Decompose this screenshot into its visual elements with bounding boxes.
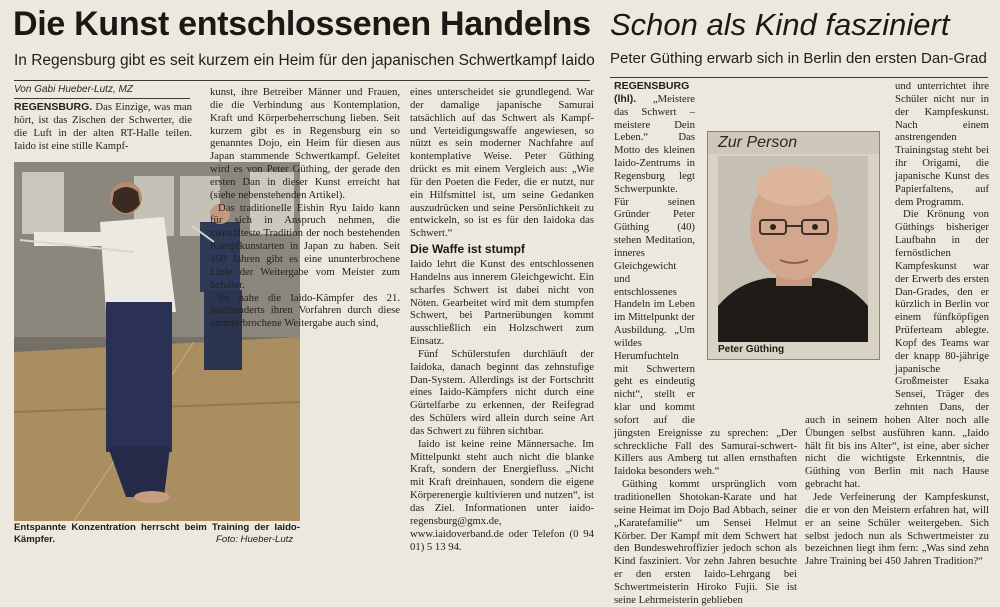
left-col2-para-1: kunst, ihre Betreiber Männer und Frauen, die die Verbindung aus Kontemplation, Kraft und Körperbeherrschung lieben. Seit kurzem gibt es in Regensburg ein so genanntes Dojo, ein Heim für diesen aus Japan stammende Schwertkampf. Geleitet wird es von Peter Güthing, der gerade den ersten Dan in dieser Kunst erreicht hat (siehe nebenstehenden Artikel).	[210, 86, 400, 201]
left-col2-para-3: So nahe die Iaido-Kämpfer des 21. Jahrhunderts ihren Vorfahren durch diese ununterbrochene Weitergabe auch sind,	[210, 291, 400, 330]
left-col1-intro	[14, 101, 192, 156]
left-col1-text: Das Einzige, was man hört, ist das Zischen der Schwerter, die die Luft in der alten RT-Halle teilen. Iaido ist eine stille Kampf-	[14, 101, 192, 152]
left-subhead: In Regensburg gibt es seit kurzem ein Heim für den japanischen Schwertkampf Iaido	[14, 52, 595, 69]
left-col3-para-2: Iaido lehrt die Kunst des entschlossenen Handelns aus innerem Gleichgewicht. Ein scharfes Schwert ist dabei nicht von Nöten. Gearbeitet wird mit dem stumpfen Schwert, bei Partnerübungen kommt ausschließlich ein Holzschwert zum Einsatz.	[410, 257, 594, 348]
portrait-illustration	[718, 156, 868, 342]
person-info-box	[707, 131, 880, 360]
right-col5-para-1: und unterrichtet ihre Schüler nicht nur in der Kampfeskunst. Nach einem anstrengenden Trainingstag steht bei ihr Origami, die japanische Kunst des Papierfaltens, auf dem Programm.	[895, 80, 989, 208]
right-col5-para-2: Die Krönung von Güthings bisheriger Laufbahn in der fernöstlichen Kampfeskunst war der Erwerb des ersten Dan-Grades, den er kürzlich in Berlin vor einem fünfköpfigen Prüferteam ablegte. Kopf des Teams war der knapp 80-jährige japanische Großmeister Esaka Sensei, Träger des zehnten Dans, der auch in seinem hohen Alter noch alle Übungen selbst ausführen kann. „Iaido hält fit bis ins Alter“, ist eine, aber sicher nicht die wichtigste Erkenntnis, die Güthing von Berlin mit nach Hause gebracht hat.	[805, 208, 989, 491]
photo-credit: Foto: Hueber-Lutz	[216, 534, 294, 545]
left-byline: Von Gabi Hueber-Lutz, MZ	[14, 84, 133, 95]
right-col4-para-2: Güthing kommt ursprünglich vom traditionellen Shotokan-Karate und hat seine Heimat im Dojo Bad Abbach, seiner „Karatefamilie“ um Sensei Helmut Körber. Der Kampf mit dem Schwert hat den Bundeswehroffizier jedoch schon als Kind fasziniert. Vor zehn Jahren besuchte er den ersten Iaido-Lehrgang bei Schwertmeisterin Hiroko Fujii. Sie ist seine Lehrmeisterin geblieben	[614, 478, 797, 606]
portrait-photo	[718, 156, 868, 342]
photo-caption: Entspannte Konzentration herrscht beim Training der Iaido-Kämpfer.	[14, 522, 300, 545]
left-col3-para-4: Iaido ist keine reine Männersache. Im Mittelpunkt steht auch nicht die blanke Kraft, sondern der Energiefluss. „Nicht mit Kraft dreinhauen, sondern die eigene Körperenergie kultivieren und nutzen“, ist das Ziel. Informationen unter iaido-regensburg@gmx.de, www.iaidoverband.de oder Telefon (0 94 01) 5 13 94.	[410, 437, 594, 553]
left-col3-para-3: Fünf Schülerstufen durchläuft der Iaidoka, danach beginnt das zehnstufige Dan-System. Allerdings ist der Fortschritt eines Iaido-Kämpfers nicht durch eine Gürtelfarbe zu erkennen, der Reifegrad des Schülers wird allein durch seine Art das Schwert zu führen sichtbar.	[410, 347, 594, 437]
left-dateline: REGENSBURG.	[14, 101, 93, 113]
right-col5-para-3: Jede Verfeinerung der Kampfeskunst, die er von den Meistern erfahren hat, will er an seine Schüler weitergeben. Sich selbst jedoch nun als Schwertmeister zu bezeichnen liegt ihm fern: „Was sind zehn Jahre Training bei 450 Jahren Tradition?“	[805, 491, 989, 568]
right-dateline: REGENSBURG (lhl).	[614, 80, 690, 105]
left-col3-para-1: eines unterscheidet sie grundlegend. War der damalige japanische Samurai tatsächlich auf das Schwert als Kampf- und Verteidigungswaffe angewiesen, so nützt es sein moderner Nachfahre auf kontemplative Weise. Peter Güthing drückt es mit einem Vergleich aus: „Wie für den Poeten die Feder, die er nutzt, nur ein Hilfsmittel ist, um seine Gedanken auszudrücken und seine Persönlichkeit zu entwickeln, so ist es für den Iaidoka das Schwert.“	[410, 86, 594, 240]
left-col3-heading: Die Waffe ist stumpf	[410, 242, 525, 257]
right-subhead: Peter Güthing erwarb sich in Berlin den ersten Dan-Grad	[610, 50, 987, 67]
left-byline-rule	[14, 98, 190, 99]
left-col3	[410, 86, 594, 553]
person-box-title: Zur Person	[708, 132, 879, 154]
portrait-caption: Peter Güthing	[718, 344, 785, 355]
right-col4-para-1: „Meistere das Schwert – meistere Dein Leben.“ Das Motto des kleinen Iaido-Zentrums in Regensburg legt Schwerpunkte. Für seinen Gründer Peter Güthing (40) stehen Meditation, inneres Gleichgewicht und entschlossenes Handeln im Leben im Mittelpunkt der Ausbildung. „Um wildes Herumfuchteln mit Schwertern geht es eindeutig nicht“, stellt er klar und kommt sofort auf die jüngsten Ereignisse zu sprechen: „Der schreckliche Fall des Samurai-schwert-Killers aus Amberg tut allen ernsthaften Iaidoka besonders weh.“	[614, 92, 797, 478]
left-col2	[210, 86, 400, 544]
left-headline: Die Kunst entschlossenen Handelns	[13, 5, 591, 43]
left-col2-para-2: Das traditionelle Eishin Ryu Iaido kann für sich in Anspruch nehmen, die zweitälteste Tradition der noch bestehenden Kampfkunstarten in Japan zu haben. Seit 450 Jahren gibt es eine ununterbrochene Linie der Weitergabe vom Meister zum Schüler.	[210, 201, 400, 291]
left-header-rule	[14, 80, 590, 81]
right-headline: Schon als Kind fasziniert	[610, 7, 950, 42]
right-header-rule	[610, 77, 988, 78]
